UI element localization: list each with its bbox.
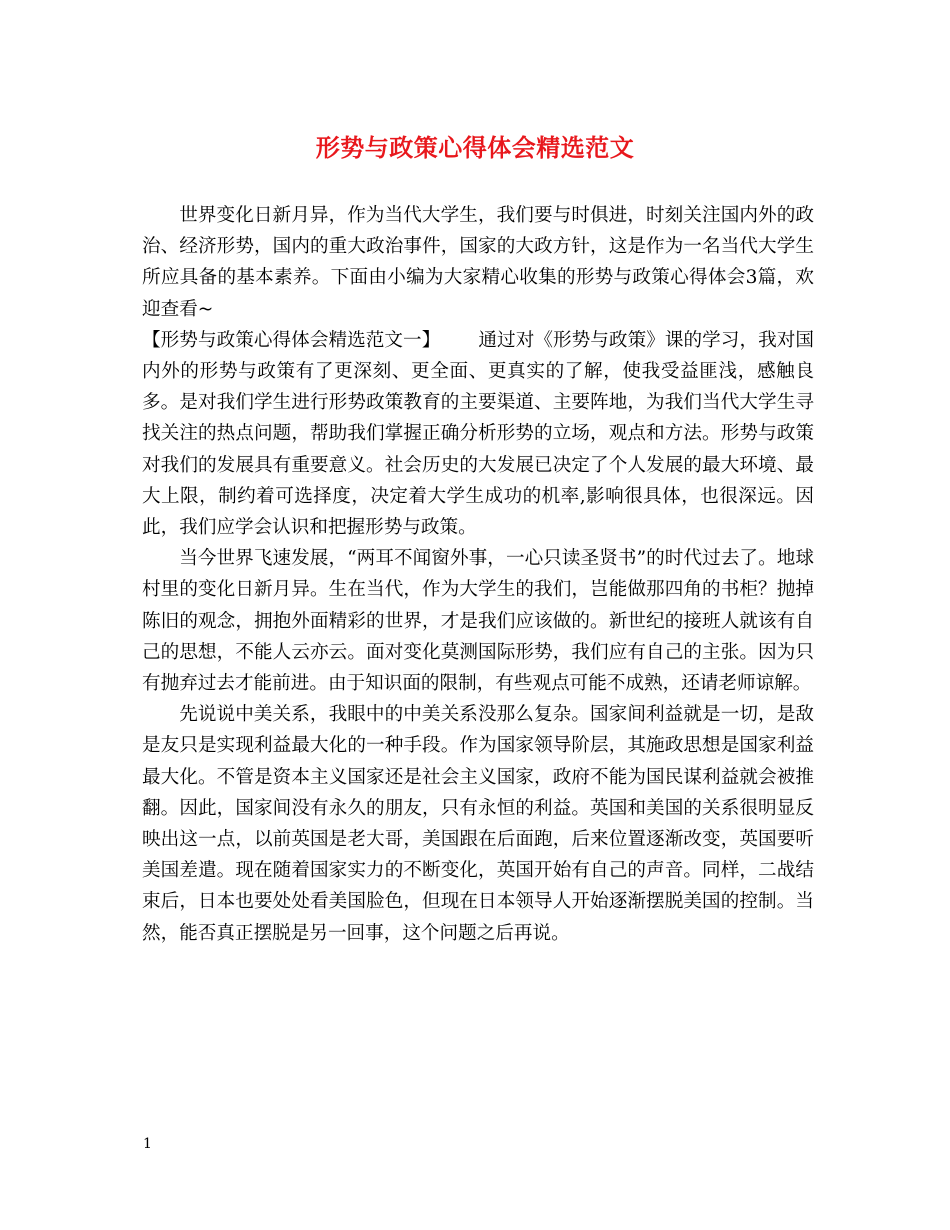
section-one-text: 通过对《形势与政策》课的学习，我对国内外的形势与政策有了更深刻、更全面、更真实的了解，使我受益匪浅，感触良多。是对我们学生进行形势政策教育的主要渠道、主要阵地，为我们当代大学生寻找关注的热点问题，帮助我们掌握正确分析形势的立场，观点和方法。形势与政策对我们的发展具有重要意义。社会历史的大发展已决定了个人发展的最大环境、最大上限，制约着可选择度，决定着大学生成功的机率,影响很具体，也很深远。因此，我们应学会认识和把握形势与政策。 (142, 329, 814, 539)
body-paragraph: 当今世界飞速发展，“两耳不闻窗外事，一心只读圣贤书”的时代过去了。地球村里的变化日新月异。生在当代，作为大学生的我们，岂能做那四角的书柜？抛掉陈旧的观念，拥抱外面精彩的世界，才是我们应该做的。新世纪的接班人就该有自己的思想，不能人云亦云。面对变化莫测国际形势，我们应有自己的主张。因为只有抛弃过去才能前进。由于知识面的限制，有些观点可能不成熟，还请老师谅解。 (142, 548, 814, 695)
document-body (142, 200, 814, 949)
intro-paragraph: 世界变化日新月异，作为当代大学生，我们要与时俱进，时刻关注国内外的政治、经济形势，国内的重大政治事件，国家的大政方针，这是作为一名当代大学生所应具备的基本素养。下面由小编为大家精心收集的形势与政策心得体会3篇，欢迎查看~ (142, 205, 814, 320)
body-paragraph: 先说说中美关系，我眼中的中美关系没那么复杂。国家间利益就是一切，是敌是友只是实现利益最大化的一种手段。作为国家领导阶层，其施政思想是国家利益最大化。不管是资本主义国家还是社会主义国家，政府不能为国民谋利益就会被推翻。因此，国家间没有永久的朋友，只有永恒的利益。英国和美国的关系很明显反映出这一点，以前英国是老大哥，美国跟在后面跑，后来位置逐渐改变，英国要听美国差遣。现在随着国家实力的不断变化，英国开始有自己的声音。同样，二战结束后，日本也要处处看美国脸色，但现在日本领导人开始逐渐摆脱美国的控制。当然，能否真正摆脱是另一回事，这个问题之后再说。 (142, 704, 814, 944)
section-one-paragraph (142, 325, 814, 543)
document-title: 形势与政策心得体会精选范文 (315, 133, 635, 162)
page-number: 1 (143, 1136, 152, 1152)
section-label: 【形势与政策心得体会精选范文一】 (142, 329, 441, 351)
